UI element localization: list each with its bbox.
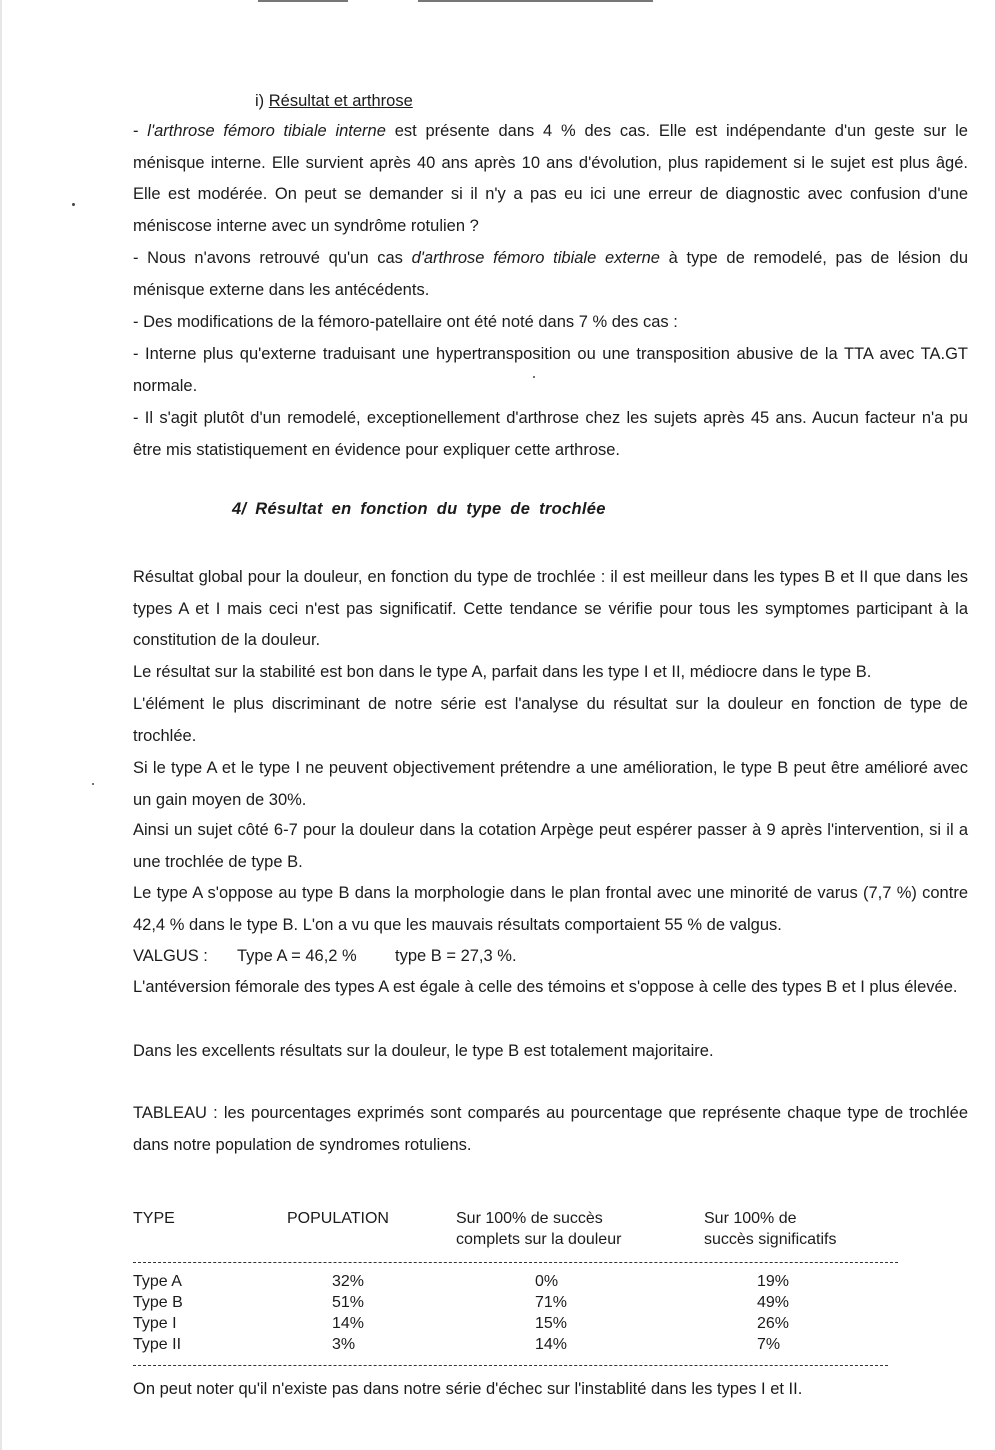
cell-succes-significatifs: 49% xyxy=(757,1294,790,1311)
cell-succes-douleur: 0% xyxy=(535,1273,559,1290)
cell-population: 14% xyxy=(332,1315,365,1332)
valgus-type-b: type B = 27,3 %. xyxy=(395,947,517,965)
scan-speck xyxy=(92,783,94,785)
cell-type: Type II xyxy=(133,1336,182,1353)
section-i-title: Résultat et arthrose xyxy=(268,92,413,110)
footer-note: On peut noter qu'il n'existe pas dans notre série d'échec sur l'instablité dans les types I et II. xyxy=(133,1380,803,1398)
table-divider-bottom xyxy=(133,1365,888,1366)
cell-succes-significatifs: 19% xyxy=(757,1273,790,1290)
cell-succes-douleur: 15% xyxy=(535,1315,568,1332)
table-header xyxy=(133,1208,898,1258)
paragraph-stabilite: Le résultat sur la stabilité est bon dans le type A, parfait dans les type I et II, médiocre dans le type B. xyxy=(133,663,872,681)
scan-left-edge xyxy=(0,0,2,1450)
paragraph-amelioration: Si le type A et le type I ne peuvent objectivement prétendre a une amélioration, le type B peut être amélioré avec un gain moyen de 30%. xyxy=(133,759,968,809)
cell-type: Type B xyxy=(133,1294,183,1311)
tableau-intro: TABLEAU : les pourcentages exprimés sont comparés au pourcentage que représente chaque type de trochlée dans notre population de syndromes rotuliens. xyxy=(133,1104,968,1154)
valgus-line xyxy=(133,941,968,973)
scan-top-mark xyxy=(418,0,653,2)
header-succes-significatifs: Sur 100% de succès significatifs xyxy=(704,1210,837,1248)
table-row xyxy=(133,1334,898,1355)
table-row xyxy=(133,1292,898,1313)
header-population: POPULATION xyxy=(287,1210,389,1227)
paragraph-resultat-global: Résultat global pour la douleur, en fonction du type de trochlée : il est meilleur dans les types B et II que dans les types A et I mais ceci n'est pas significatif. Cette tendance se vérifie pour tous les symptomes participant à la constitution de la douleur. xyxy=(133,568,968,649)
table-divider-top xyxy=(133,1262,898,1263)
paragraph-morphologie: Le type A s'oppose au type B dans la morphologie dans le plan frontal avec une minorité de varus (7,7 %) contre 42,4 % dans le type B. L'on a vu que les mauvais résultats comportaient 55 % de valgus. xyxy=(133,884,968,934)
cell-population: 51% xyxy=(332,1294,365,1311)
cell-succes-douleur: 71% xyxy=(535,1294,568,1311)
paragraph-femoro-patellaire: - Des modifications de la fémoro-patellaire ont été noté dans 7 % des cas : xyxy=(133,313,678,331)
paragraph-anteversion: L'antéversion fémorale des types A est égale à celle des témoins et s'oppose à celle des types B et I plus élevée. xyxy=(133,978,958,996)
cell-succes-significatifs: 7% xyxy=(757,1336,781,1353)
header-type: TYPE xyxy=(133,1210,175,1227)
valgus-label: VALGUS : xyxy=(133,947,208,965)
table-body xyxy=(133,1271,898,1355)
cell-population: 3% xyxy=(332,1336,356,1353)
paragraph-excellents: Dans les excellents résultats sur la douleur, le type B est totalement majoritaire. xyxy=(133,1042,714,1060)
cell-population: 32% xyxy=(332,1273,365,1290)
scan-top-mark xyxy=(258,0,348,2)
results-table xyxy=(133,1208,898,1353)
section-i-heading xyxy=(255,86,413,117)
valgus-type-a: Type A = 46,2 % xyxy=(237,947,357,965)
table-row xyxy=(133,1313,898,1334)
paragraph-arthrose-externe: - Nous n'avons retrouvé qu'un cas d'arthrose fémoro tibiale externe à type de remodelé, pas de lésion du ménisque externe dans les antécédents. xyxy=(133,249,968,299)
section-4-heading: 4/ Résultat en fonction du type de trochlée xyxy=(232,500,606,518)
paragraph-arthrose-interne: - l'arthrose fémoro tibiale interne est présente dans 4 % des cas. Elle est indépendante d'un geste sur le ménisque interne. Elle survient après 40 ans après 10 ans d'évolution, plus rapidement si le sujet est plus âgé. Elle est modérée. On peut se demander si il n'y a pas eu ici une erreur de diagnostic avec confusion d'une méniscose interne avec un syndrôme rotulien ? xyxy=(133,122,968,235)
cell-type: Type A xyxy=(133,1273,182,1290)
cell-succes-significatifs: 26% xyxy=(757,1315,790,1332)
cell-succes-douleur: 14% xyxy=(535,1336,568,1353)
paragraph-arpege: Ainsi un sujet côté 6-7 pour la douleur dans la cotation Arpège peut espérer passer à 9 après l'intervention, si il a une trochlée de type B. xyxy=(133,821,968,871)
section-i-number: i) xyxy=(255,92,265,110)
paragraph-interne-externe: - Interne plus qu'externe traduisant une hypertransposition ou une transposition abusive de la TTA avec TA.GT normale. xyxy=(133,345,968,395)
paragraph-discriminant: L'élément le plus discriminant de notre série est l'analyse du résultat sur la douleur en fonction de type de trochlée. xyxy=(133,695,968,745)
cell-type: Type I xyxy=(133,1315,177,1332)
scan-speck xyxy=(72,203,75,206)
header-succes-douleur: Sur 100% de succès complets sur la douleur xyxy=(456,1210,622,1248)
paragraph-remodele: - Il s'agit plutôt d'un remodelé, exceptionellement d'arthrose chez les sujets après 45 ans. Aucun facteur n'a pu être mis statistiquement en évidence pour expliquer cette arthrose. xyxy=(133,409,968,459)
table-row xyxy=(133,1271,898,1292)
